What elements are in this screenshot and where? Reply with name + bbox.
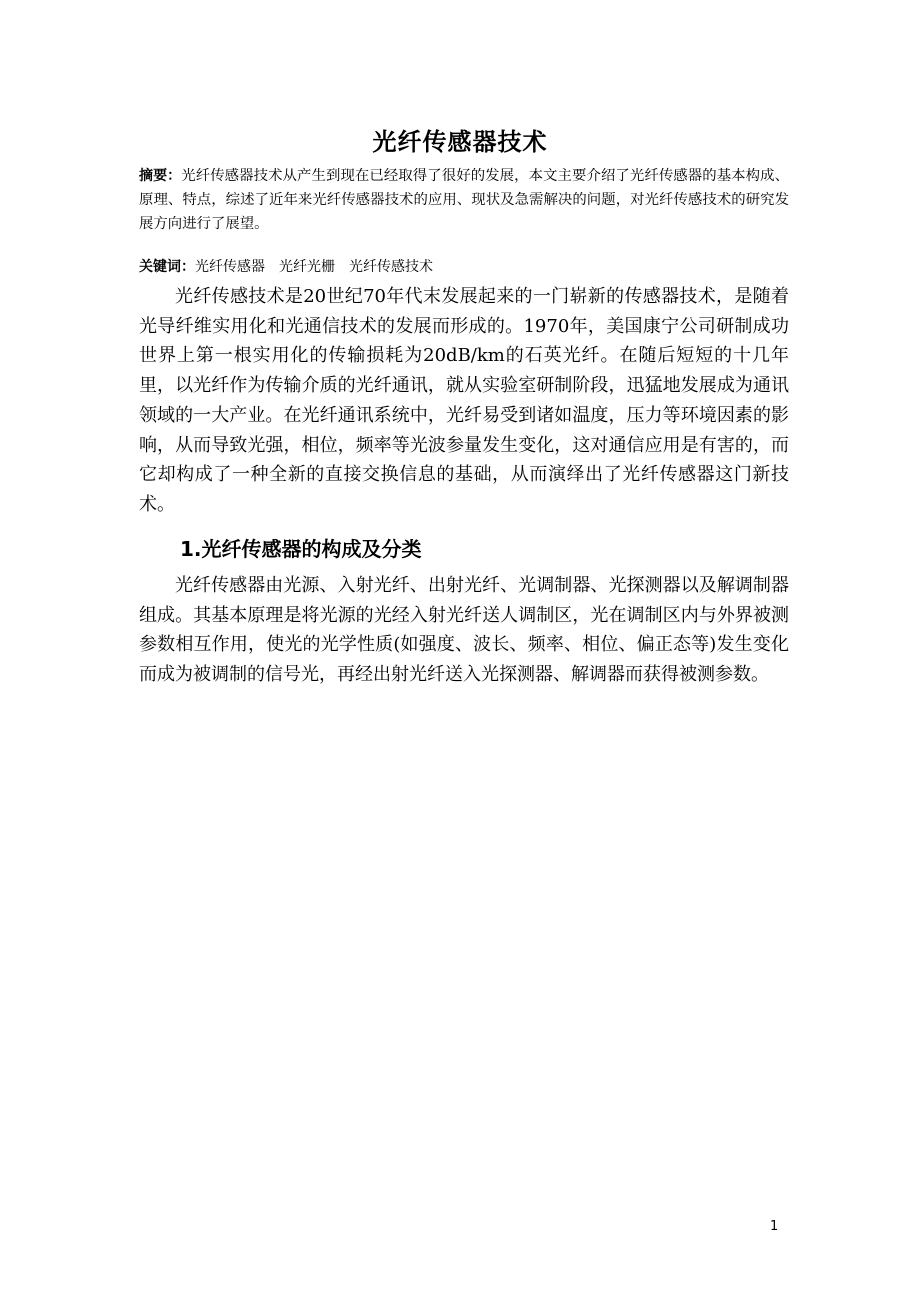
abstract-label: 摘要： [139,168,182,184]
abstract [139,164,789,236]
keyword: 光纤传感技术 [349,259,433,275]
keywords [139,256,789,278]
body-paragraph: 光纤传感器由光源、入射光纤、出射光纤、光调制器、光探测器以及解调制器组成。其基本原理是将光源的光经入射光纤送人调制区，光在调制区内与外界被测参数相互作用，使光的光学性质(如强度、波长、频率、相位、偏正态等)发生变化而成为被调制的信号光，再经出射光纤送入光探测器、解调器而获得被测参数。 [139,575,789,686]
abstract-text: 光纤传感器技术从产生到现在已经取得了很好的发展，本文主要介绍了光纤传感器的基本构成、原理、特点，综述了近年来光纤传感器技术的应用、现状及急需解决的问题，对光纤传感技术的研究发展方向进行了展望。 [139,168,789,232]
section-heading: 1.光纤传感器的构成及分类 [180,537,422,561]
keyword: 光纤光栅 [279,259,335,275]
keywords-label: 关键词： [139,259,195,275]
keyword: 光纤传感器 [195,259,265,275]
intro-paragraph: 光纤传感技术是20世纪70年代末发展起来的一门崭新的传感器技术，是随着光导纤维实用化和光通信技术的发展而形成的。1970年，美国康宁公司研制成功世界上第一根实用化的传输损耗为20dB/km的石英光纤。在随后短短的十几年里，以光纤作为传输介质的光纤通讯，就从实验室研制阶段，迅猛地发展成为通讯领域的一大产业。在光纤通讯系统中，光纤易受到诸如温度，压力等环境因素的影响，从而导致光强，相位，频率等光波参量发生变化，这对通信应用是有害的，而它却构成了一种全新的直接交换信息的基础，从而演绎出了光纤传感器这门新技术。 [139,286,789,515]
page-number: 1 [770,1219,779,1234]
document-title: 光纤传感器技术 [372,128,548,156]
